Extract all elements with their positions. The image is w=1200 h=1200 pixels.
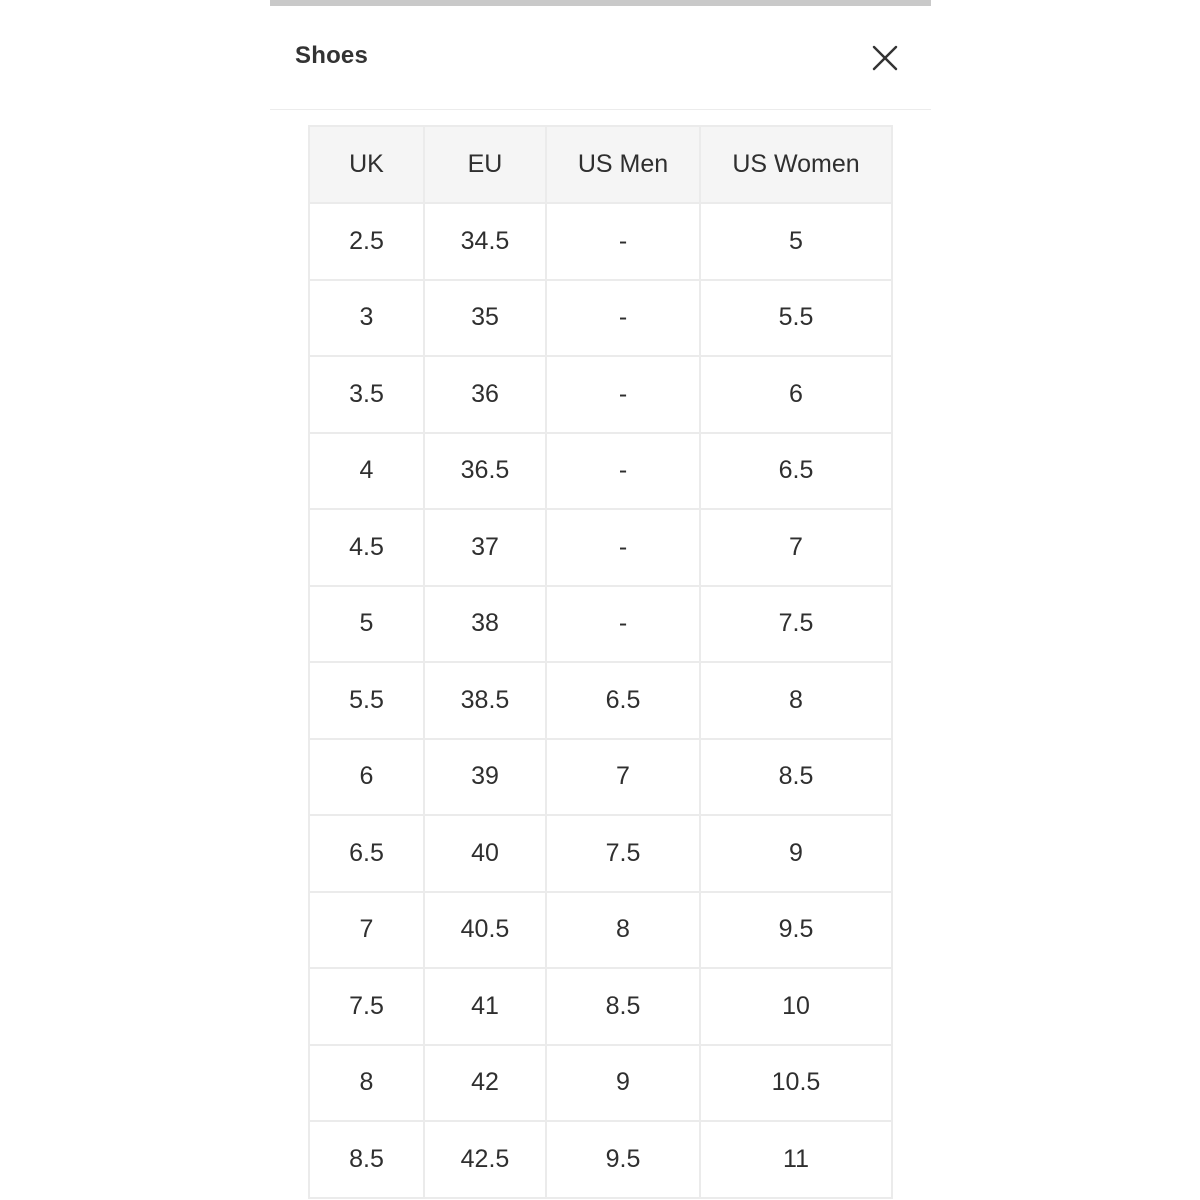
table-row	[309, 203, 892, 280]
cell-uk: 5.5	[309, 662, 424, 739]
cell-us-men: 9.5	[546, 1121, 700, 1198]
cell-uk: 8	[309, 1045, 424, 1122]
cell-eu: 38	[424, 586, 546, 663]
size-guide-modal	[270, 0, 931, 1200]
cell-us-men: 9	[546, 1045, 700, 1122]
table-row	[309, 739, 892, 816]
table-row	[309, 815, 892, 892]
cell-uk: 4	[309, 433, 424, 510]
header-eu: EU	[424, 126, 546, 203]
table-row	[309, 662, 892, 739]
cell-uk: 7	[309, 892, 424, 969]
cell-eu: 38.5	[424, 662, 546, 739]
cell-uk: 4.5	[309, 509, 424, 586]
cell-us-women: 9.5	[700, 892, 892, 969]
table-header-row	[309, 126, 892, 203]
cell-uk: 6	[309, 739, 424, 816]
cell-eu: 40.5	[424, 892, 546, 969]
size-table-container	[308, 125, 891, 1199]
cell-uk: 2.5	[309, 203, 424, 280]
cell-us-women: 10.5	[700, 1045, 892, 1122]
table-row	[309, 433, 892, 510]
cell-us-women: 9	[700, 815, 892, 892]
cell-us-women: 8.5	[700, 739, 892, 816]
close-button[interactable]	[870, 43, 900, 73]
close-icon	[870, 43, 900, 73]
header-uk: UK	[309, 126, 424, 203]
header-us-men: US Men	[546, 126, 700, 203]
cell-us-women: 8	[700, 662, 892, 739]
cell-eu: 34.5	[424, 203, 546, 280]
table-row	[309, 1045, 892, 1122]
cell-us-women: 7.5	[700, 586, 892, 663]
table-row	[309, 1121, 892, 1198]
cell-eu: 35	[424, 280, 546, 357]
cell-us-women: 6	[700, 356, 892, 433]
modal-title: Shoes	[295, 42, 369, 69]
cell-us-women: 7	[700, 509, 892, 586]
modal-header	[270, 6, 931, 110]
table-row	[309, 892, 892, 969]
cell-us-women: 5	[700, 203, 892, 280]
cell-eu: 39	[424, 739, 546, 816]
cell-uk: 3	[309, 280, 424, 357]
cell-uk: 7.5	[309, 968, 424, 1045]
header-us-women: US Women	[700, 126, 892, 203]
cell-us-men: 6.5	[546, 662, 700, 739]
cell-eu: 36	[424, 356, 546, 433]
cell-eu: 37	[424, 509, 546, 586]
cell-us-women: 10	[700, 968, 892, 1045]
cell-us-men: 7.5	[546, 815, 700, 892]
cell-us-men: 7	[546, 739, 700, 816]
table-row	[309, 356, 892, 433]
cell-eu: 42	[424, 1045, 546, 1122]
size-table	[308, 125, 893, 1199]
cell-uk: 3.5	[309, 356, 424, 433]
table-row	[309, 509, 892, 586]
cell-uk: 6.5	[309, 815, 424, 892]
table-body	[309, 203, 892, 1198]
table-row	[309, 968, 892, 1045]
cell-us-men: -	[546, 509, 700, 586]
cell-us-men: 8.5	[546, 968, 700, 1045]
cell-us-men: -	[546, 280, 700, 357]
table-row	[309, 280, 892, 357]
cell-us-men: -	[546, 433, 700, 510]
cell-us-men: -	[546, 356, 700, 433]
cell-eu: 42.5	[424, 1121, 546, 1198]
cell-eu: 40	[424, 815, 546, 892]
cell-us-men: -	[546, 586, 700, 663]
cell-us-men: -	[546, 203, 700, 280]
cell-uk: 8.5	[309, 1121, 424, 1198]
cell-us-men: 8	[546, 892, 700, 969]
cell-us-women: 11	[700, 1121, 892, 1198]
cell-us-women: 5.5	[700, 280, 892, 357]
cell-uk: 5	[309, 586, 424, 663]
table-row	[309, 586, 892, 663]
cell-eu: 36.5	[424, 433, 546, 510]
cell-eu: 41	[424, 968, 546, 1045]
cell-us-women: 6.5	[700, 433, 892, 510]
